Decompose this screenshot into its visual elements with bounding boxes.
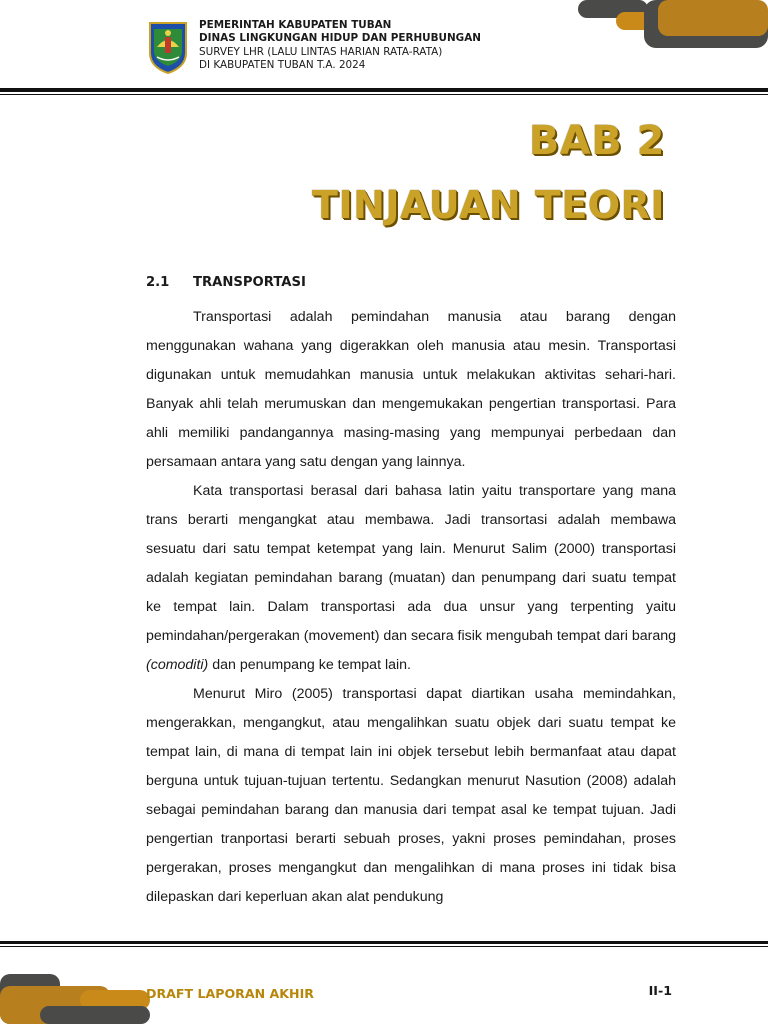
chapter-title: TINJAUAN TEORI [312, 183, 665, 227]
header-location: DI KABUPATEN TUBAN T.A. 2024 [199, 59, 366, 72]
page-number: II-1 [648, 983, 672, 998]
paragraph: Transportasi adalah pemindahan manusia atau barang dengan menggunakan wahana yang digerakkan oleh manusia atau mesin. Transportasi digunakan untuk memudahkan manusia untuk melakukan aktivitas sehari-hari. Banyak ahli telah merumuskan dan mengemukakan pengertian transportasi. Para ahli memiliki pandangannya masing-masing yang mempunyai perbedaan dan persamaan antara yang satu dengan yang lainnya. [146, 309, 676, 470]
footer-rule-thin [0, 946, 768, 947]
chapter-number: BAB 2 [528, 118, 665, 164]
regency-emblem-icon [147, 19, 189, 75]
section-number: 2.1 [146, 275, 170, 290]
paragraph-text: dan penumpang ke tempat lain. [208, 657, 411, 673]
header-rule-thin [0, 94, 768, 95]
header-agency: DINAS LINGKUNGAN HIDUP DAN PERHUBUNGAN [199, 32, 481, 45]
paragraph-text: Kata transportasi berasal dari bahasa latin yaitu transportare yang mana trans berarti mengangkat atau membawa. Jadi transortasi adalah membawa sesuatu dari satu tempat ketempat yang lain. Menurut Salim (2000) transportasi adalah kegiatan pemindahan barang (muatan) dan penumpang dari suatu tempat ke tempat lain. Dalam transportasi ada dua unsur yang terpenting yaitu pemindahan/pergerakan (movement) dan secara fisik mengubah tempat dari barang [146, 483, 676, 644]
corner-decoration-bottom [0, 964, 150, 1024]
header-survey: SURVEY LHR (LALU LINTAS HARIAN RATA-RATA) [199, 45, 443, 58]
paragraph: Menurut Miro (2005) transportasi dapat diartikan usaha memindahkan, mengerakkan, mengangkut, atau mengalihkan suatu objek dari suatu tempat ke tempat lain, di mana di tempat lain ini objek tersebut lebih bermanfaat atau dapat berguna untuk tujuan-tujuan tertentu. Sedangkan menurut Nasution (2008) adalah sebagai pemindahan barang dan manusia dari tempat asal ke tempat tujuan. Jadi pengertian tranportasi berarti sebuah proses, yakni proses pemindahan, proses pergerakan, proses mengangkut dan mengalihkan di mana proses ini tidak bisa dilepaskan dari keperluan akan alat pendukung [146, 686, 676, 905]
footer-rule [0, 941, 768, 944]
footer-title: DRAFT LAPORAN AKHIR [146, 986, 314, 1001]
body-text [146, 303, 676, 912]
paragraph [146, 477, 676, 680]
section-heading [146, 275, 306, 290]
document-header [199, 19, 481, 73]
italic-term: (comoditi) [146, 657, 209, 673]
corner-decoration-top [578, 0, 768, 48]
section-title: TRANSPORTASI [193, 275, 306, 290]
header-government: PEMERINTAH KABUPATEN TUBAN [199, 19, 392, 31]
header-rule [0, 88, 768, 92]
